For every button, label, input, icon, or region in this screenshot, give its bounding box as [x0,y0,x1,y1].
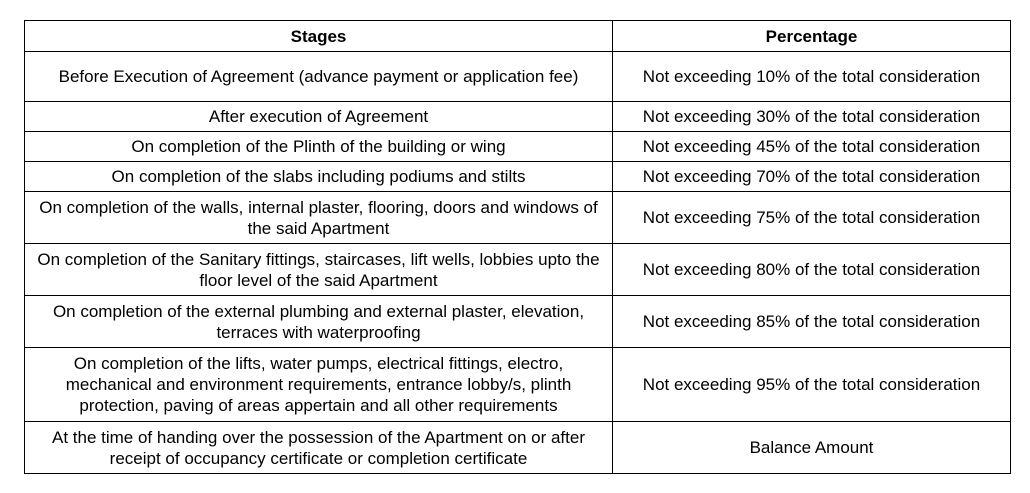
table-row [25,192,1011,244]
percentage-cell: Not exceeding 85% of the total consideration [613,296,1011,348]
table-header-row [25,21,1011,52]
percentage-cell: Not exceeding 10% of the total consideration [613,52,1011,102]
stage-cell: At the time of handing over the possession of the Apartment on or after receipt of occupancy certificate or completion certificate [25,422,613,474]
table-row [25,296,1011,348]
payment-schedule-table [24,20,1011,474]
stage-cell: On completion of the external plumbing and external plaster, elevation, terraces with waterproofing [25,296,613,348]
percentage-cell: Not exceeding 80% of the total consideration [613,244,1011,296]
stage-cell: On completion of the Sanitary fittings, staircases, lift wells, lobbies upto the floor level of the said Apartment [25,244,613,296]
percentage-cell: Not exceeding 30% of the total consideration [613,102,1011,132]
header-stages: Stages [25,21,613,52]
percentage-cell: Not exceeding 45% of the total consideration [613,132,1011,162]
stage-cell: On completion of the walls, internal plaster, flooring, doors and windows of the said Apartment [25,192,613,244]
header-percentage: Percentage [613,21,1011,52]
percentage-cell: Not exceeding 70% of the total consideration [613,162,1011,192]
table-row [25,162,1011,192]
stage-cell: On completion of the lifts, water pumps, electrical fittings, electro, mechanical and environment requirements, entrance lobby/s, plinth protection, paving of areas appertain and all other requirements [25,348,613,422]
stage-cell: Before Execution of Agreement (advance payment or application fee) [25,52,613,102]
stage-cell: After execution of Agreement [25,102,613,132]
table-row [25,102,1011,132]
stage-cell: On completion of the Plinth of the building or wing [25,132,613,162]
table-row [25,422,1011,474]
percentage-cell: Not exceeding 95% of the total consideration [613,348,1011,422]
table-row [25,52,1011,102]
percentage-cell: Not exceeding 75% of the total consideration [613,192,1011,244]
percentage-cell: Balance Amount [613,422,1011,474]
table-row [25,244,1011,296]
table-row [25,132,1011,162]
table-row [25,348,1011,422]
stage-cell: On completion of the slabs including podiums and stilts [25,162,613,192]
